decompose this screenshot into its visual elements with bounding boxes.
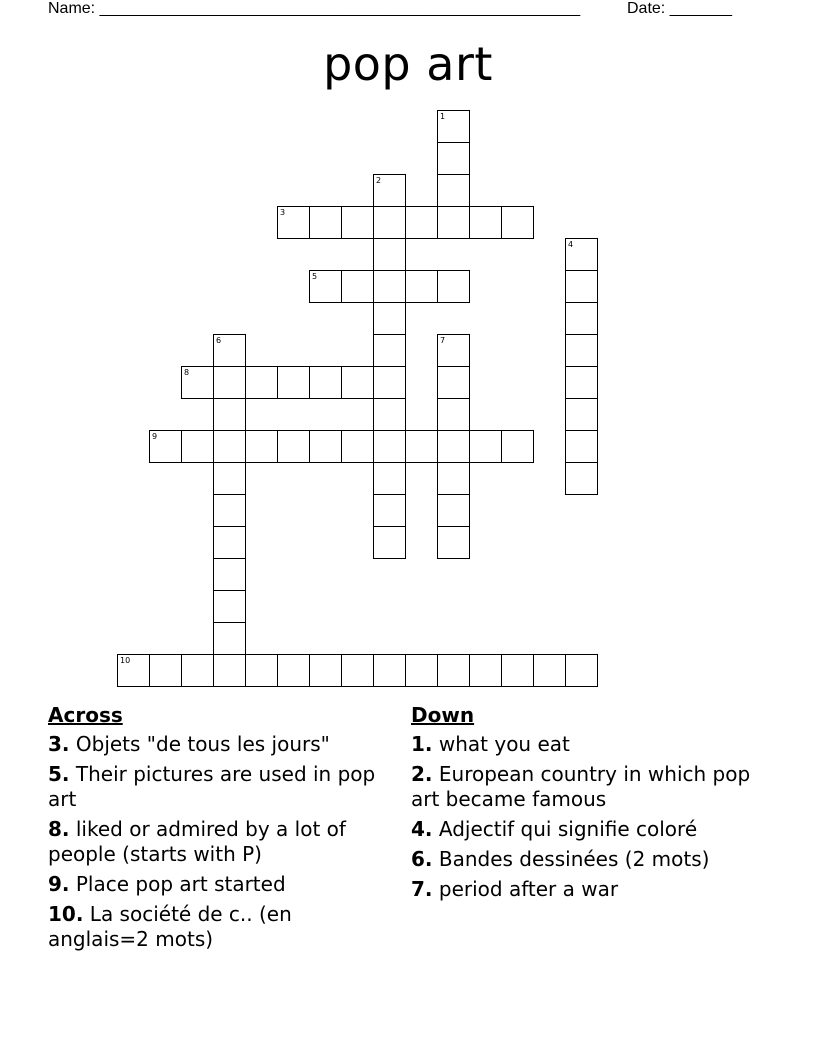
clue-number: 3. [48, 732, 70, 756]
crossword-cell[interactable] [373, 206, 406, 239]
crossword-cell[interactable] [437, 494, 470, 527]
clue-text: La société de c.. (en anglais=2 mots) [48, 902, 292, 951]
crossword-cell[interactable] [565, 334, 598, 367]
crossword-cell[interactable] [341, 430, 374, 463]
crossword-cell[interactable] [437, 270, 470, 303]
crossword-cell[interactable] [565, 398, 598, 431]
crossword-cell[interactable] [405, 206, 438, 239]
crossword-cell[interactable] [501, 206, 534, 239]
clue-number: 4. [411, 817, 433, 841]
crossword-cell[interactable] [405, 430, 438, 463]
cell-number: 10 [120, 656, 131, 665]
crossword-cell[interactable] [437, 398, 470, 431]
crossword-cell[interactable] [437, 462, 470, 495]
crossword-cell[interactable] [501, 654, 534, 687]
crossword-cell[interactable] [309, 206, 342, 239]
crossword-cell[interactable] [213, 334, 246, 367]
puzzle-title: pop art [323, 37, 493, 91]
clue-text: Adjectif qui signifie coloré [438, 817, 698, 841]
crossword-cell[interactable] [565, 654, 598, 687]
crossword-cell[interactable] [181, 654, 214, 687]
clue-across-3 [48, 732, 393, 757]
crossword-cell[interactable] [245, 366, 278, 399]
clue-down-7 [411, 877, 771, 902]
clue-across-8 [48, 817, 393, 867]
clue-number: 5. [48, 762, 70, 786]
down-clues [411, 702, 771, 907]
crossword-cell[interactable] [309, 430, 342, 463]
crossword-cell[interactable] [245, 654, 278, 687]
clue-text: liked or admired by a lot of people (starts with P) [48, 817, 346, 866]
clue-number: 10. [48, 902, 84, 926]
crossword-cell[interactable] [373, 462, 406, 495]
clue-text: Bandes dessinées (2 mots) [438, 847, 710, 871]
crossword-cell[interactable] [373, 238, 406, 271]
cell-number: 9 [152, 432, 158, 441]
crossword-cell[interactable] [373, 526, 406, 559]
crossword-cell[interactable] [341, 270, 374, 303]
cell-number: 7 [440, 336, 446, 345]
crossword-cell[interactable] [245, 430, 278, 463]
crossword-cell[interactable] [117, 654, 150, 687]
crossword-cell[interactable] [437, 206, 470, 239]
name-field-label[interactable]: Name: ______________________________________________________ [48, 0, 581, 17]
crossword-cell[interactable] [373, 398, 406, 431]
crossword-cell[interactable] [277, 366, 310, 399]
clue-number: 2. [411, 762, 433, 786]
crossword-cell[interactable] [213, 654, 246, 687]
clue-number: 7. [411, 877, 433, 901]
crossword-cell[interactable] [277, 430, 310, 463]
crossword-cell[interactable] [437, 174, 470, 207]
clue-number: 6. [411, 847, 433, 871]
crossword-cell[interactable] [565, 270, 598, 303]
clue-down-6 [411, 847, 771, 872]
clue-across-10 [48, 902, 393, 952]
crossword-cell[interactable] [469, 430, 502, 463]
crossword-cell[interactable] [373, 654, 406, 687]
crossword-cell[interactable] [501, 430, 534, 463]
crossword-cell[interactable] [469, 654, 502, 687]
crossword-cell[interactable] [373, 366, 406, 399]
crossword-cell[interactable] [213, 494, 246, 527]
clue-number: 8. [48, 817, 70, 841]
crossword-cell[interactable] [373, 430, 406, 463]
clue-text: what you eat [438, 732, 570, 756]
crossword-cell[interactable] [437, 334, 470, 367]
cell-number: 3 [280, 208, 286, 217]
crossword-cell[interactable] [437, 526, 470, 559]
crossword-cell[interactable] [213, 366, 246, 399]
date-field-label[interactable]: Date: _______ [627, 0, 732, 17]
crossword-cell[interactable] [405, 270, 438, 303]
crossword-cell[interactable] [373, 302, 406, 335]
crossword-cell[interactable] [565, 462, 598, 495]
clue-down-2 [411, 762, 771, 812]
crossword-cell[interactable] [405, 654, 438, 687]
crossword-cell[interactable] [213, 462, 246, 495]
crossword-cell[interactable] [373, 494, 406, 527]
crossword-cell[interactable] [213, 622, 246, 655]
across-clues [48, 702, 393, 957]
crossword-cell[interactable] [373, 270, 406, 303]
crossword-cell[interactable] [149, 654, 182, 687]
crossword-cell[interactable] [373, 334, 406, 367]
crossword-cell[interactable] [437, 654, 470, 687]
clue-text: Place pop art started [75, 872, 286, 896]
clue-down-4 [411, 817, 771, 842]
clue-across-5 [48, 762, 393, 812]
crossword-cell[interactable] [565, 366, 598, 399]
cell-number: 6 [216, 336, 222, 345]
crossword-cell[interactable] [437, 430, 470, 463]
crossword-cell[interactable] [309, 654, 342, 687]
crossword-cell[interactable] [181, 430, 214, 463]
cell-number: 5 [312, 272, 318, 281]
cell-number: 4 [568, 240, 574, 249]
down-heading: Down [411, 703, 475, 727]
crossword-cell[interactable] [565, 430, 598, 463]
crossword-cell[interactable] [213, 430, 246, 463]
cell-number: 8 [184, 368, 190, 377]
clue-text: European country in which pop art became famous [411, 762, 751, 811]
crossword-cell[interactable] [149, 430, 182, 463]
crossword-cell[interactable] [213, 526, 246, 559]
crossword-cell[interactable] [341, 654, 374, 687]
clue-number: 1. [411, 732, 433, 756]
crossword-cell[interactable] [309, 270, 342, 303]
crossword-cell[interactable] [181, 366, 214, 399]
crossword-cell[interactable] [341, 206, 374, 239]
crossword-cell[interactable] [533, 654, 566, 687]
clue-down-1 [411, 732, 771, 757]
clue-across-9 [48, 872, 393, 897]
crossword-cell[interactable] [565, 302, 598, 335]
across-heading: Across [48, 703, 123, 727]
crossword-cell[interactable] [565, 238, 598, 271]
crossword-cell[interactable] [437, 366, 470, 399]
crossword-cell[interactable] [213, 590, 246, 623]
clue-number: 9. [48, 872, 70, 896]
cell-number: 2 [376, 176, 382, 185]
cell-number: 1 [440, 112, 446, 121]
crossword-cell[interactable] [213, 558, 246, 591]
crossword-cell[interactable] [341, 366, 374, 399]
crossword-cell[interactable] [469, 206, 502, 239]
crossword-cell[interactable] [277, 654, 310, 687]
clue-text: Objets "de tous les jours" [75, 732, 330, 756]
crossword-cell[interactable] [277, 206, 310, 239]
crossword-cell[interactable] [373, 174, 406, 207]
crossword-cell[interactable] [437, 142, 470, 175]
crossword-cell[interactable] [437, 110, 470, 143]
clue-text: period after a war [438, 877, 619, 901]
crossword-cell[interactable] [309, 366, 342, 399]
crossword-cell[interactable] [213, 398, 246, 431]
clue-text: Their pictures are used in pop art [48, 762, 376, 811]
